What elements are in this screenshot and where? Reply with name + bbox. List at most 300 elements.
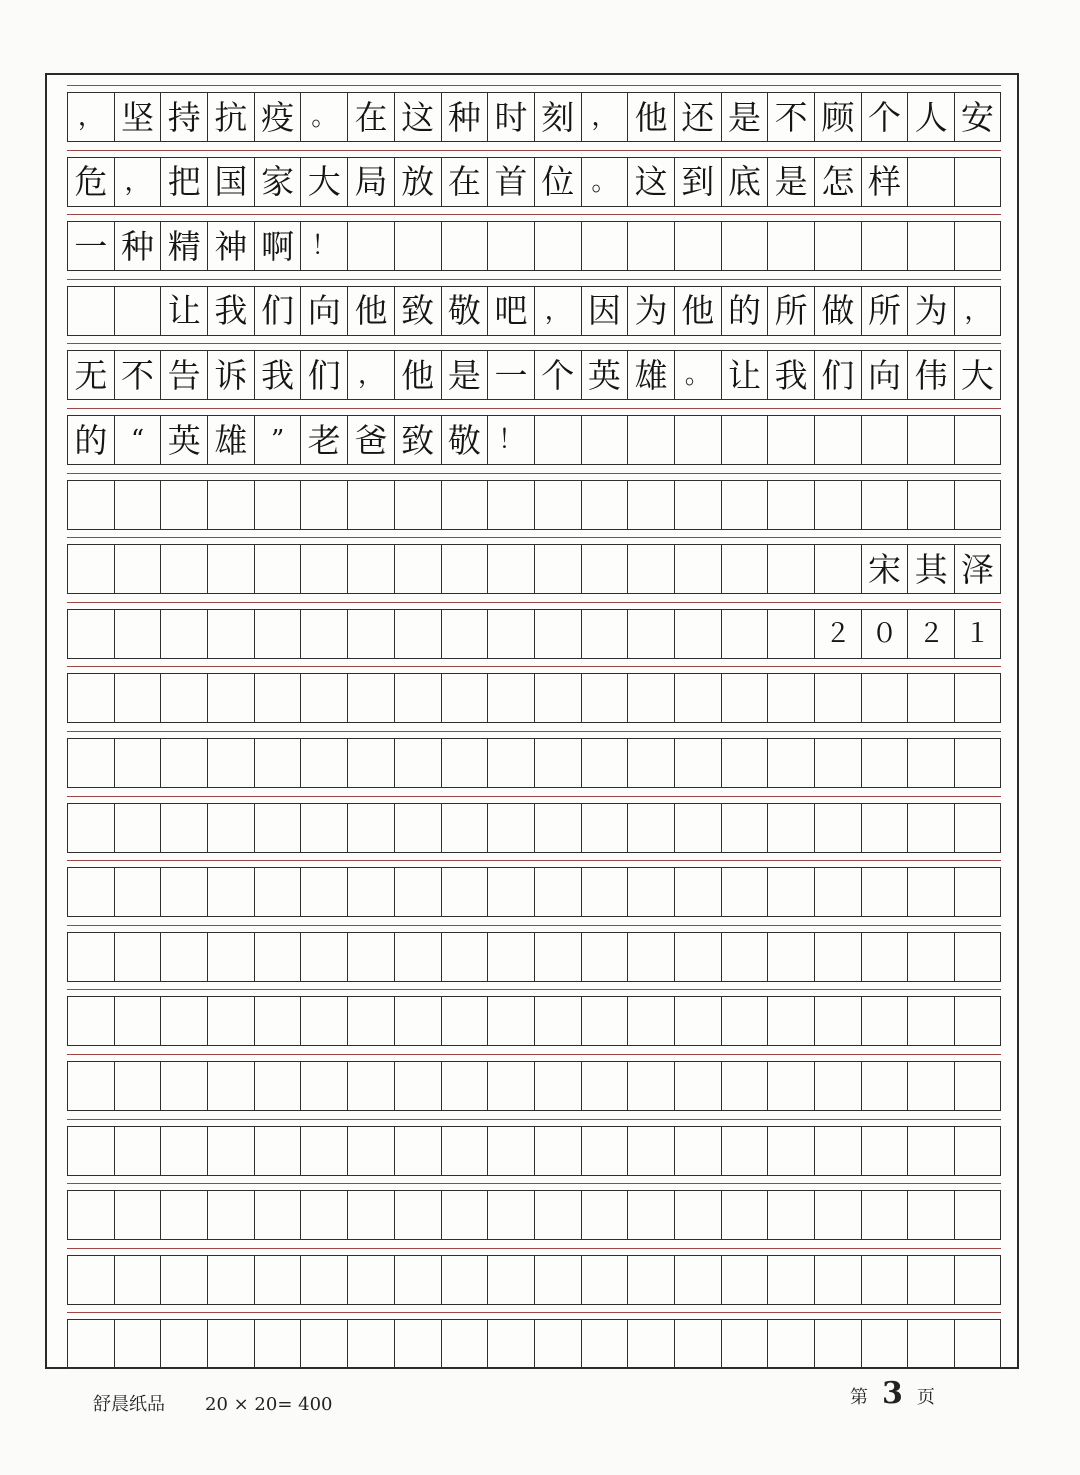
grid-cell [300,1319,347,1369]
grid-cell [861,1255,908,1305]
grid-cell: 其 [907,544,954,594]
grid-cell: 坚 [114,92,161,142]
grid-cell [114,1126,161,1176]
grid-cell [674,996,721,1046]
grid-cell: 还 [674,92,721,142]
grid-cell [627,1190,674,1240]
grid-cell [347,673,394,723]
grid-cell: 位 [534,157,581,207]
grid-cell [394,1255,441,1305]
grid-cell [581,996,628,1046]
grid-cell [300,738,347,788]
grid-cell [114,1319,161,1369]
grid-cell: 。 [581,157,628,207]
grid-cell [767,1319,814,1369]
grid-cell [674,480,721,530]
grid-cell [114,544,161,594]
grid-cell [721,544,768,594]
grid-cell [627,544,674,594]
grid-cell [767,932,814,982]
grid-cell: 我 [207,286,254,336]
grid-cell [907,221,954,271]
grid-cell [394,1190,441,1240]
grid-cell [674,1061,721,1111]
grid-cell [347,544,394,594]
grid-cell [534,544,581,594]
grid-cell [347,1061,394,1111]
grid-cell [114,480,161,530]
grid-cell: 伟 [907,350,954,400]
grid-cell: ０ [861,609,908,659]
grid-cell [114,1190,161,1240]
grid-cell [721,932,768,982]
grid-cell [954,1126,1001,1176]
grid-cell [954,221,1001,271]
grid-cell [254,1061,301,1111]
grid-cell [207,1061,254,1111]
grid-cell [487,673,534,723]
grid-cell [487,544,534,594]
grid-cell: 他 [347,286,394,336]
grid-cell [300,996,347,1046]
grid-cell [300,1061,347,1111]
grid-cell [907,932,954,982]
grid-cell [67,673,114,723]
grid-cell: 为 [627,286,674,336]
grid-cell [394,738,441,788]
grid-cell [67,1319,114,1369]
grid-cell [721,609,768,659]
grid-row [67,221,1001,271]
grid-cell [861,803,908,853]
grid-cell: ” [254,415,301,465]
grid-cell [674,1126,721,1176]
grid-cell [627,480,674,530]
grid-cell [114,932,161,982]
grid-cell [534,673,581,723]
grid-cell [954,480,1001,530]
grid-cell [67,544,114,594]
grid-row [67,867,1001,917]
grid-cell [861,221,908,271]
grid-cell: １ [954,609,1001,659]
grid-cell [814,1061,861,1111]
grid-cell [907,1319,954,1369]
grid-cell [254,932,301,982]
grid-cell [487,1061,534,1111]
grid-cell [721,1061,768,1111]
grid-cell [721,1255,768,1305]
grid-cell [814,544,861,594]
grid-cell [67,932,114,982]
grid-cell: 个 [861,92,908,142]
grid-cell [300,609,347,659]
grid-cell [861,415,908,465]
grid-cell [394,1126,441,1176]
grid-cell [254,673,301,723]
grid-cell: 老 [300,415,347,465]
grid-cell [907,415,954,465]
grid-cell [814,932,861,982]
grid-cell: 英 [160,415,207,465]
grid-cell [160,1319,207,1369]
grid-cell [300,1255,347,1305]
grid-cell [674,1255,721,1305]
grid-cell: 危 [67,157,114,207]
grid-cell [581,673,628,723]
grid-cell: 他 [394,350,441,400]
grid-cell: 是 [767,157,814,207]
grid-cell: 疫 [254,92,301,142]
grid-cell [394,609,441,659]
grid-cell [347,609,394,659]
grid-cell [627,609,674,659]
grid-cell [954,803,1001,853]
grid-cell [254,609,301,659]
grid-row [67,1255,1001,1305]
grid-cell [907,803,954,853]
grid-cell [954,738,1001,788]
grid-cell: 诉 [207,350,254,400]
grid-cell: 精 [160,221,207,271]
grid-cell [160,1126,207,1176]
grid-cell [254,738,301,788]
grid-cell: 家 [254,157,301,207]
grid-cell [160,1061,207,1111]
grid-cell [907,1126,954,1176]
grid-cell [207,1319,254,1369]
grid-cell [581,803,628,853]
grid-row [67,803,1001,853]
grid-cell: 的 [67,415,114,465]
grid-cell [114,609,161,659]
grid-cell [347,1319,394,1369]
grid-row [67,932,1001,982]
grid-cell [441,544,488,594]
grid-cell [207,1190,254,1240]
grid-cell [721,803,768,853]
grid-cell [394,932,441,982]
grid-cell: 怎 [814,157,861,207]
grid-cell: ２ [907,609,954,659]
grid-cell [394,996,441,1046]
grid-cell [581,415,628,465]
grid-cell [487,1255,534,1305]
grid-cell: 种 [441,92,488,142]
grid-cell [534,867,581,917]
grid-cell [347,867,394,917]
grid-row [67,480,1001,530]
grid-cell: 到 [674,157,721,207]
grid-cell [581,738,628,788]
grid-cell [721,415,768,465]
grid-cell: 持 [160,92,207,142]
grid-cell: ２ [814,609,861,659]
grid-cell [721,867,768,917]
grid-cell: ， [67,92,114,142]
writing-sheet [45,73,1019,1369]
grid-cell [721,738,768,788]
grid-cell [627,867,674,917]
grid-cell [861,480,908,530]
grid-cell [581,544,628,594]
grid-cell [627,803,674,853]
grid-cell [534,1061,581,1111]
grid-cell [767,544,814,594]
grid-cell: 啊 [254,221,301,271]
grid-cell [441,1190,488,1240]
grid-cell [627,1319,674,1369]
grid-cell [160,480,207,530]
grid-cell [534,480,581,530]
grid-cell [347,932,394,982]
grid-cell [534,738,581,788]
grid-cell [441,609,488,659]
grid-cell [767,1190,814,1240]
grid-cell [814,738,861,788]
grid-cell [487,1126,534,1176]
grid-cell: ， [114,157,161,207]
grid-cell: 所 [767,286,814,336]
grid-cell: 刻 [534,92,581,142]
grid-cell [207,1255,254,1305]
grid-cell: 向 [861,350,908,400]
grid-cell [67,286,114,336]
grid-cell [627,1126,674,1176]
grid-cell: 大 [300,157,347,207]
grid-cell: 们 [300,350,347,400]
grid-cell: 局 [347,157,394,207]
grid-cell: 致 [394,286,441,336]
grid-cell [114,803,161,853]
grid-cell [674,1319,721,1369]
grid-spec: 20 × 20= 400 [205,1394,333,1415]
grid-cell [300,932,347,982]
grid-row [67,673,1001,723]
grid-cell [767,673,814,723]
grid-row [67,1190,1001,1240]
grid-cell [160,1190,207,1240]
grid-cell [721,996,768,1046]
grid-cell: 不 [114,350,161,400]
grid-cell [347,1255,394,1305]
grid-cell: 致 [394,415,441,465]
grid-cell [114,996,161,1046]
grid-cell [814,1126,861,1176]
grid-cell: 把 [160,157,207,207]
grid-cell [721,1126,768,1176]
grid-row [67,738,1001,788]
grid-cell [67,803,114,853]
grid-cell [207,932,254,982]
grid-cell [441,1255,488,1305]
grid-cell [767,221,814,271]
grid-cell [441,867,488,917]
grid-cell: 这 [627,157,674,207]
grid-cell: 爸 [347,415,394,465]
grid-cell: ！ [487,415,534,465]
grid-cell [674,738,721,788]
grid-cell: 泽 [954,544,1001,594]
grid-cell [907,673,954,723]
grid-cell: 是 [441,350,488,400]
grid-cell [954,1255,1001,1305]
grid-cell: 个 [534,350,581,400]
grid-cell [160,673,207,723]
grid-cell [487,867,534,917]
grid-cell [487,221,534,271]
grid-cell: 底 [721,157,768,207]
grid-cell: 是 [721,92,768,142]
grid-cell [907,867,954,917]
grid-cell [67,1061,114,1111]
grid-cell [441,738,488,788]
grid-cell [627,221,674,271]
grid-cell: 顾 [814,92,861,142]
grid-cell: 样 [861,157,908,207]
grid-cell [674,932,721,982]
grid-cell [394,221,441,271]
grid-cell: 国 [207,157,254,207]
grid-cell [767,867,814,917]
grid-cell: 一 [67,221,114,271]
grid-cell: 敬 [441,286,488,336]
grid-cell: 。 [300,92,347,142]
grid-cell [954,996,1001,1046]
grid-cell [907,1190,954,1240]
grid-cell: 种 [114,221,161,271]
grid-cell [114,673,161,723]
grid-cell [861,996,908,1046]
grid-cell [300,1190,347,1240]
grid-cell [347,1126,394,1176]
grid-cell [627,1061,674,1111]
grid-cell [487,1190,534,1240]
grid-cell [441,1061,488,1111]
grid-cell [861,1126,908,1176]
grid-cell [300,544,347,594]
grid-cell: 的 [721,286,768,336]
grid-cell [160,867,207,917]
grid-cell [487,1319,534,1369]
grid-cell [441,1126,488,1176]
grid-cell [67,480,114,530]
grid-row [67,350,1001,400]
grid-cell [721,221,768,271]
grid-cell: 他 [627,92,674,142]
grid-row [67,1319,1001,1369]
character-grid [67,85,1001,1361]
grid-cell: 放 [394,157,441,207]
grid-cell [721,1190,768,1240]
grid-cell [767,1061,814,1111]
grid-cell [207,996,254,1046]
grid-cell [627,932,674,982]
grid-cell [487,738,534,788]
grid-cell [254,1190,301,1240]
grid-cell [160,996,207,1046]
grid-row [67,544,1001,594]
grid-cell [160,738,207,788]
grid-cell [160,803,207,853]
grid-cell [347,480,394,530]
grid-cell [581,480,628,530]
grid-cell: 雄 [207,415,254,465]
grid-cell [581,1255,628,1305]
grid-cell [674,867,721,917]
grid-cell [767,415,814,465]
grid-cell: 所 [861,286,908,336]
grid-cell [207,673,254,723]
grid-cell [674,673,721,723]
grid-cell: 让 [160,286,207,336]
grid-cell [160,544,207,594]
grid-cell: 英 [581,350,628,400]
grid-cell [627,415,674,465]
grid-cell [441,221,488,271]
grid-cell [300,803,347,853]
grid-cell [721,480,768,530]
grid-cell [114,738,161,788]
grid-cell [954,1319,1001,1369]
grid-cell: 向 [300,286,347,336]
grid-cell: 大 [954,350,1001,400]
grid-cell [861,673,908,723]
grid-cell [581,1061,628,1111]
grid-cell [581,221,628,271]
grid-cell [534,932,581,982]
grid-row [67,1061,1001,1111]
grid-cell [67,738,114,788]
grid-cell [394,1319,441,1369]
grid-cell [67,1126,114,1176]
grid-cell [394,480,441,530]
grid-cell: 吧 [487,286,534,336]
grid-cell [347,738,394,788]
grid-cell [767,996,814,1046]
grid-cell [674,609,721,659]
grid-cell [160,1255,207,1305]
grid-cell [300,867,347,917]
grid-cell [907,480,954,530]
grid-cell [207,867,254,917]
grid-cell [207,1126,254,1176]
grid-cell [114,286,161,336]
grid-cell [441,996,488,1046]
grid-cell [67,867,114,917]
grid-cell [441,1319,488,1369]
grid-row [67,286,1001,336]
grid-cell [160,932,207,982]
grid-cell [67,996,114,1046]
grid-cell [254,803,301,853]
grid-cell: ， [581,92,628,142]
grid-cell [207,738,254,788]
grid-cell [674,221,721,271]
grid-cell [581,932,628,982]
grid-cell: 们 [814,350,861,400]
grid-cell: 。 [674,350,721,400]
grid-row [67,1126,1001,1176]
grid-cell [861,1319,908,1369]
grid-cell: 首 [487,157,534,207]
grid-cell [767,480,814,530]
grid-cell [627,738,674,788]
grid-cell [674,415,721,465]
grid-cell [394,544,441,594]
page-number: 3 [882,1376,903,1411]
grid-cell [114,1255,161,1305]
